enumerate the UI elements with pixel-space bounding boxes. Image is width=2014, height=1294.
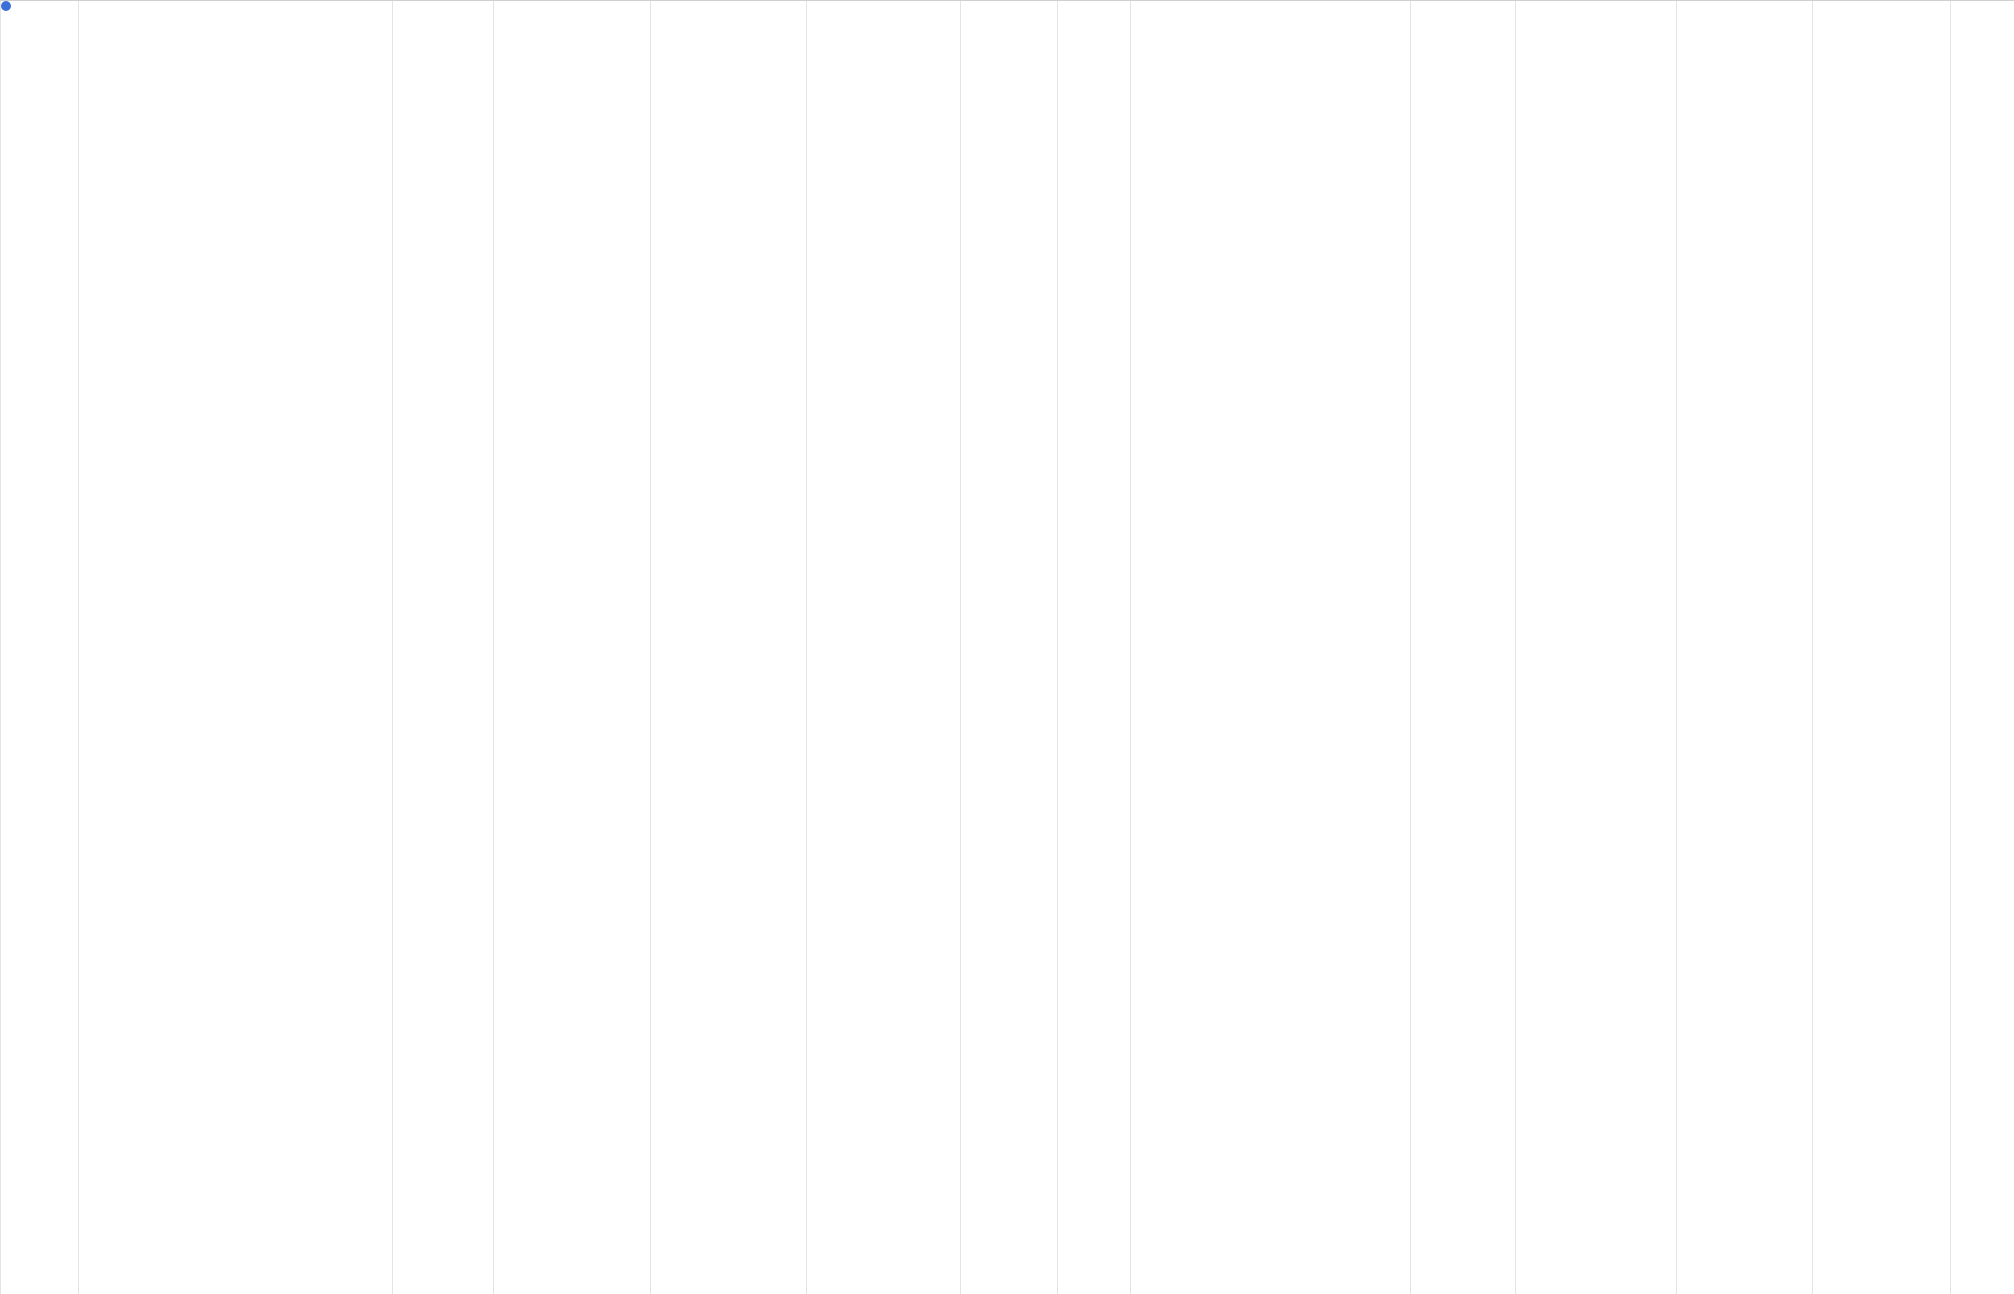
select-all-corner[interactable] — [1, 1, 11, 11]
